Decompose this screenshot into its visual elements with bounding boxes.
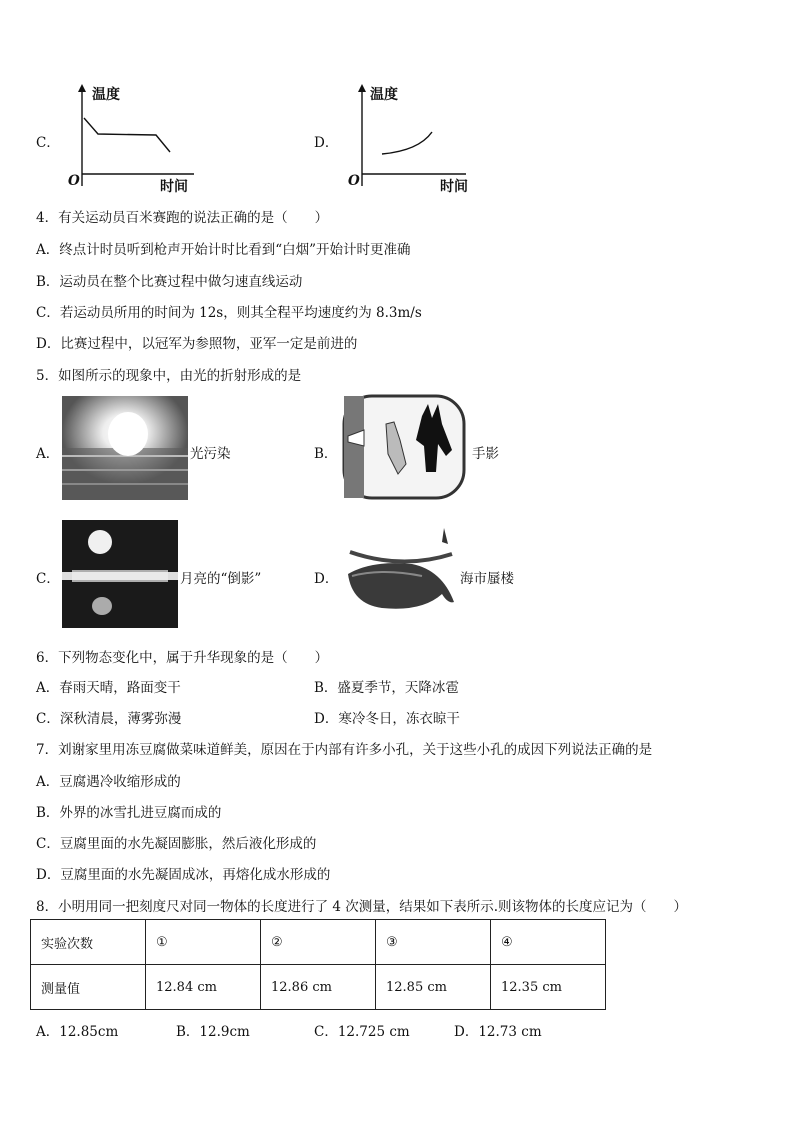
table-cell: 测量值 (31, 965, 146, 1010)
question-7-option-d: D．豆腐里面的水先凝固成冰，再熔化成水形成的 (36, 867, 331, 883)
option-a-caption: 光污染 (190, 446, 231, 462)
question-4-option-d: D．比赛过程中，以冠军为参照物，亚军一定是前进的 (36, 336, 358, 352)
question-4-option-c: C．若运动员所用的时间为 12s，则其全程平均速度约为 8.3m/s (36, 305, 422, 321)
table-cell: 12.35 cm (491, 965, 606, 1010)
question-8-option-c: C．12.725 cm (314, 1024, 410, 1040)
option-a-label: A． (36, 446, 60, 462)
y-axis-label: 温度 (370, 87, 398, 103)
option-b-label: B． (314, 446, 338, 462)
y-axis-label: 温度 (92, 87, 120, 103)
mirage-image (342, 524, 460, 624)
table-cell: ① (146, 920, 261, 965)
option-c-caption: 月亮的“倒影” (180, 571, 262, 587)
question-6-option-c: C．深秋清晨，薄雾弥漫 (36, 711, 182, 727)
option-d-label: D． (314, 135, 339, 151)
question-7-stem: 7．刘谢家里用冻豆腐做菜味道鲜美，原因在于内部有许多小孔，关于这些小孔的成因下列说法正确的是 (36, 742, 653, 758)
option-b-caption: 手影 (472, 446, 499, 462)
question-6-option-a: A．春雨天晴，路面变干 (36, 680, 181, 696)
table-cell: ② (261, 920, 376, 965)
light-pollution-image (62, 396, 188, 500)
option-c-label: C． (36, 135, 60, 151)
option-d-caption: 海市蜃楼 (460, 571, 514, 587)
table-cell: 12.84 cm (146, 965, 261, 1010)
option-d-label: D． (314, 571, 339, 587)
moon-reflection-image (62, 520, 178, 628)
question-4-option-a: A．终点计时员听到枪声开始计时比看到“白烟”开始计时更准确 (36, 242, 411, 258)
x-axis-label: 时间 (440, 179, 468, 195)
question-6-option-b: B．盛夏季节，天降冰雹 (314, 680, 459, 696)
table-row (31, 920, 606, 965)
option-c-label: C． (36, 571, 60, 587)
question-5-stem: 5．如图所示的现象中，由光的折射形成的是 (36, 368, 302, 384)
table-cell: ④ (491, 920, 606, 965)
question-8-option-a: A．12.85cm (36, 1024, 119, 1040)
question-7-option-b: B．外界的冰雪扎进豆腐而成的 (36, 805, 222, 821)
table-cell: ③ (376, 920, 491, 965)
origin-label: O (68, 173, 80, 189)
question-8-stem: 8．小明用同一把刻度尺对同一物体的长度进行了 4 次测量，结果如下表所示.则该物体的长度应记为（ ） (36, 899, 688, 915)
question-6-option-d: D．寒冷冬日，冻衣晾干 (314, 711, 460, 727)
table-cell: 实验次数 (31, 920, 146, 965)
hand-shadow-image (342, 394, 466, 500)
table-cell: 12.85 cm (376, 965, 491, 1010)
question-4-option-b: B．运动员在整个比赛过程中做匀速直线运动 (36, 274, 303, 290)
table-cell: 12.86 cm (261, 965, 376, 1010)
question-4-stem: 4．有关运动员百米赛跑的说法正确的是（ ） (36, 210, 329, 226)
x-axis-label: 时间 (160, 179, 188, 195)
measurement-table (30, 919, 606, 1010)
question-8-option-d: D．12.73 cm (454, 1024, 542, 1040)
question-7-option-c: C．豆腐里面的水先凝固膨胀，然后液化形成的 (36, 836, 317, 852)
table-row (31, 965, 606, 1010)
question-6-stem: 6．下列物态变化中，属于升华现象的是（ ） (36, 650, 329, 666)
question-8-option-b: B．12.9cm (176, 1024, 250, 1040)
origin-label: O (348, 173, 360, 189)
question-7-option-a: A．豆腐遇冷收缩形成的 (36, 774, 181, 790)
